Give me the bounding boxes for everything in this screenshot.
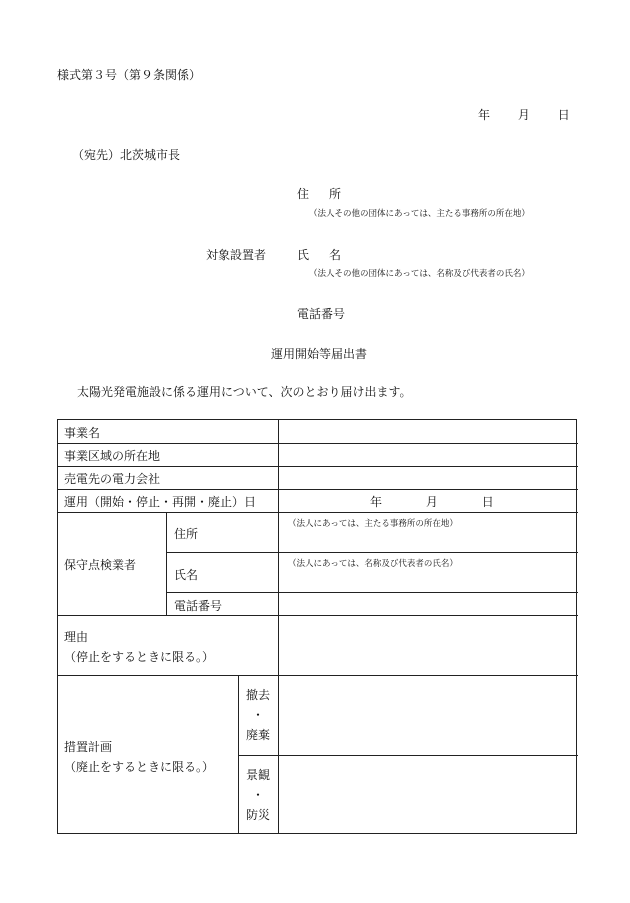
column-divider [278,675,279,834]
operation-date-year: 年 [370,495,383,509]
inspector-label: 保守点検業者 [64,558,137,572]
date-line [478,106,570,123]
addressee: （宛先）北茨城市長 [72,148,181,162]
form-number: 様式第３号（第９条関係） [57,68,202,82]
inspector-phone-label: 電話番号 [174,599,223,613]
intro-text: 太陽光発電施設に係る運用について、次のとおり届け出ます。 [77,385,412,399]
row-divider [58,512,578,513]
operation-date-value [370,493,494,510]
inspector-address-label: 住所 [174,527,199,541]
inspector-name-label: 氏名 [174,568,199,582]
landscape-line-1: 景観 [245,768,270,782]
row-divider [166,552,578,553]
landscape-disaster-label [238,765,278,825]
landscape-line-2: ・ [251,788,264,802]
landscape-line-3: 防災 [245,808,270,822]
measures-note: （廃止をするときに限る。） [64,760,215,774]
removal-line-1: 撤去 [245,688,270,702]
applicant-address-note: （法人その他の団体にあっては、主たる事務所の所在地） [309,209,530,219]
power-company-label: 売電先の電力会社 [64,472,161,486]
row-divider [58,675,578,676]
removal-line-3: 廃棄 [245,728,270,742]
notification-form-table [57,419,577,834]
column-divider [278,420,279,675]
row-divider [58,443,578,444]
row-divider [166,592,578,593]
date-year: 年 [478,108,491,122]
measures-label: 措置計画 [64,740,113,754]
applicant-address-label: 住所 [297,187,362,201]
inspector-name-note: （法人にあっては、名称及び代表者の氏名） [288,559,458,569]
row-divider [238,755,578,756]
inspector-address-note: （法人にあっては、主たる事務所の所在地） [288,519,458,529]
operation-date-day: 日 [481,495,494,509]
reason-label: 理由 [64,630,89,644]
removal-disposal-label [238,685,278,745]
project-area-location-label: 事業区域の所在地 [64,449,161,463]
removal-line-2: ・ [251,708,264,722]
date-month: 月 [517,108,530,122]
applicant-phone-label: 電話番号 [297,307,346,321]
applicant-role-label: 対象設置者 [206,248,267,262]
reason-note: （停止をするときに限る。） [64,650,215,664]
applicant-name-label: 氏名 [297,248,362,262]
operation-date-month: 月 [425,495,438,509]
column-divider [166,512,167,615]
applicant-name-note: （法人その他の団体にあっては、名称及び代表者の氏名） [309,269,530,279]
row-divider [58,489,578,490]
row-divider [58,466,578,467]
document-title: 運用開始等届出書 [271,347,368,361]
operation-date-label: 運用（開始・停止・再開・廃止）日 [64,495,257,509]
row-divider [58,615,578,616]
project-name-label: 事業名 [64,426,101,440]
date-day: 日 [557,108,570,122]
